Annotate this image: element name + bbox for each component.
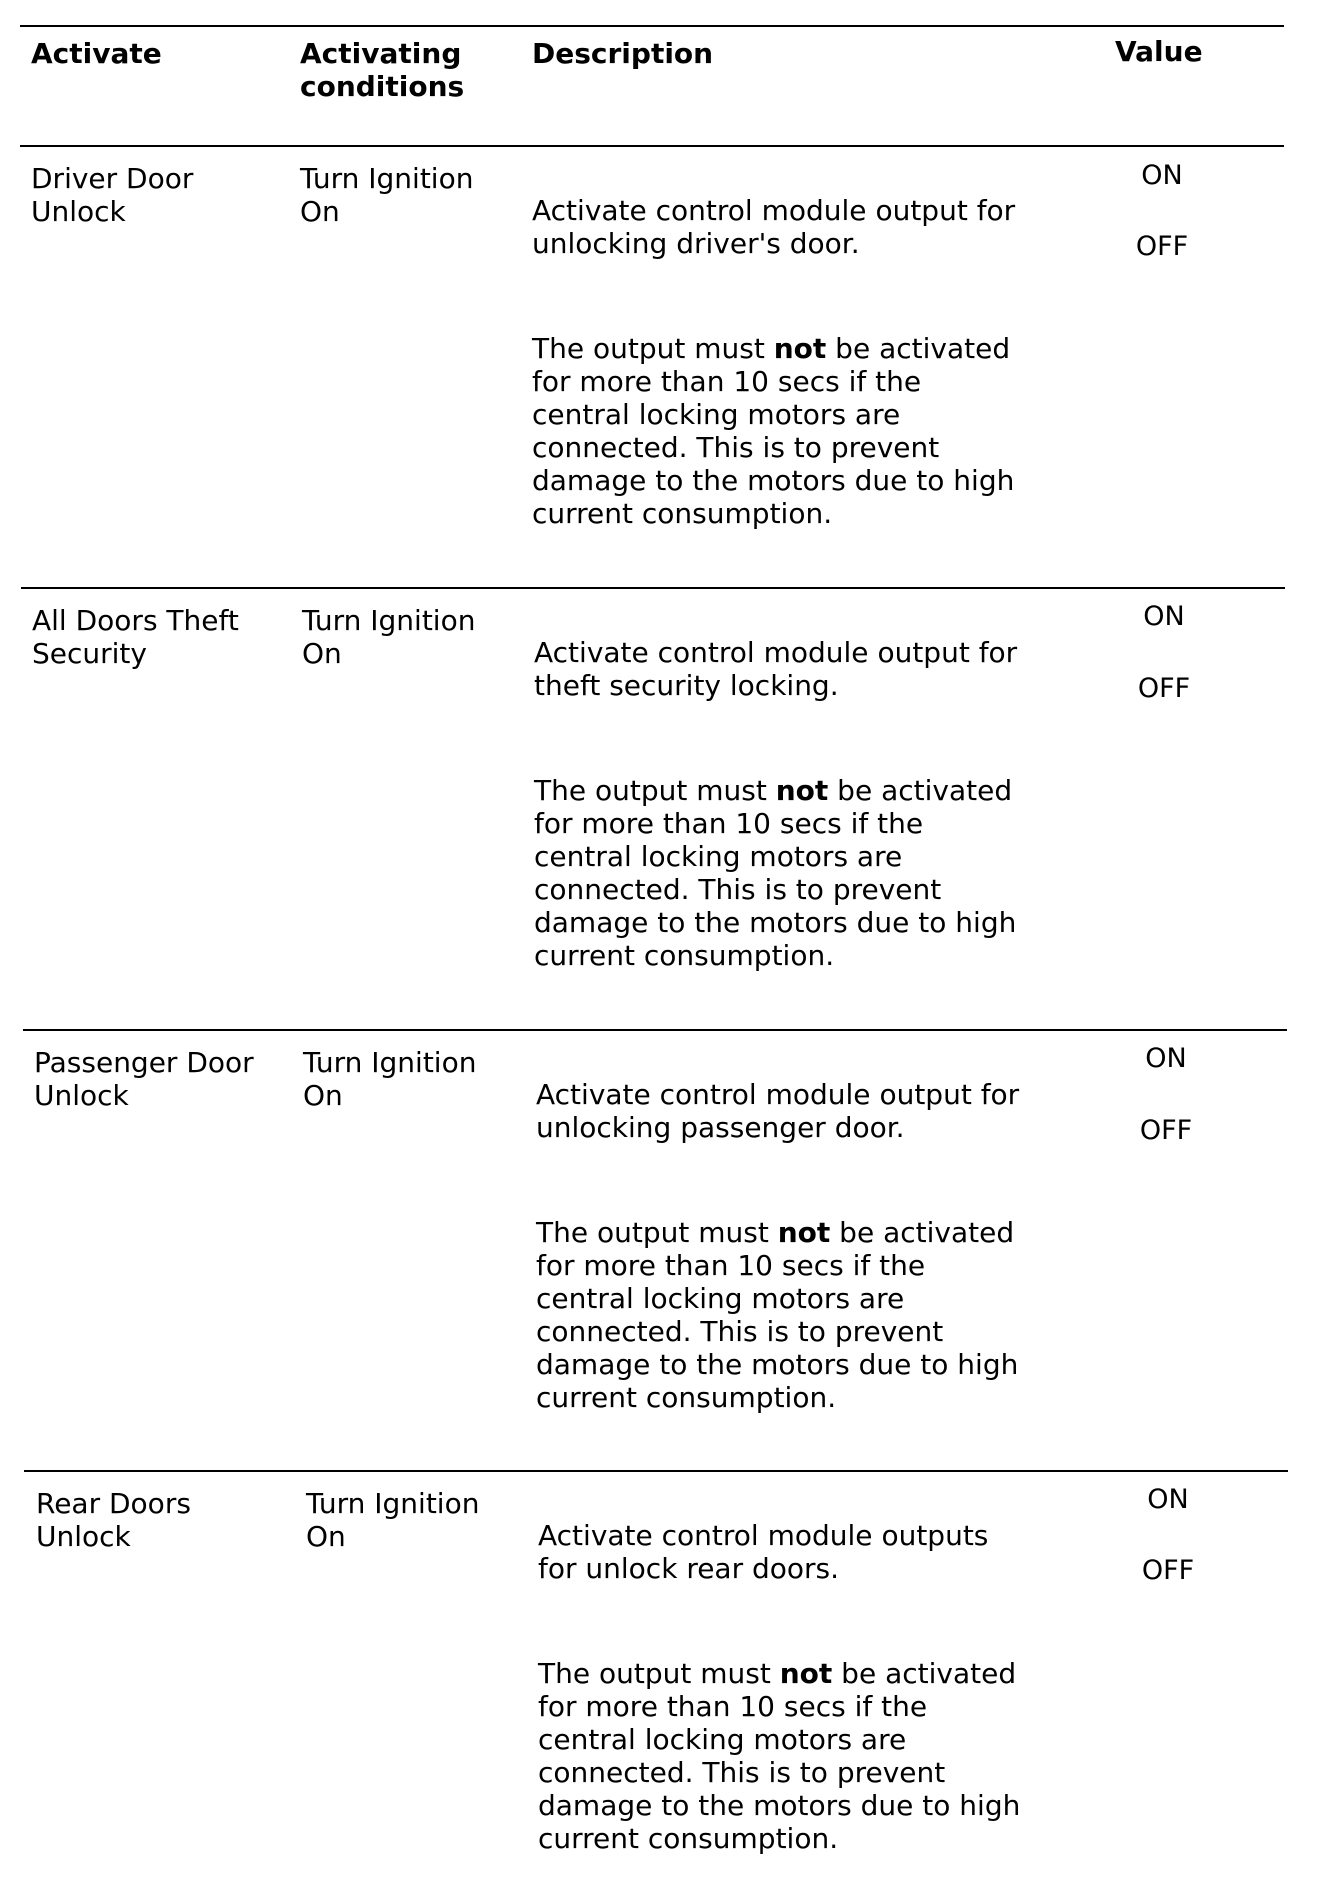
header-activate: Activate	[31, 37, 162, 70]
warning-pre: The output must	[536, 1216, 778, 1249]
warning-text	[532, 332, 1022, 530]
warning-pre: The output must	[532, 332, 774, 365]
warning-post: be activated for more than 10 secs if the central locking motors are connected. This is to prevent damage to the motors due to high current consumption.	[536, 1216, 1019, 1414]
warning-post: be activated for more than 10 secs if the central locking motors are connected. This is to prevent damage to the motors due to high current consumption.	[532, 332, 1015, 530]
warning-emphasis: not	[773, 332, 827, 365]
conditions-cell: Turn Ignition On	[303, 1046, 477, 1112]
activate-cell: Passenger Door Unlock	[34, 1046, 254, 1112]
warning-pre: The output must	[538, 1657, 780, 1690]
description-text: Activate control module outputs for unlock rear doors.	[538, 1519, 989, 1585]
conditions-cell: Turn Ignition On	[300, 162, 474, 228]
description-text: Activate control module output for unlocking driver's door.	[532, 194, 1016, 260]
warning-text	[534, 774, 1024, 972]
warning-text	[536, 1216, 1026, 1414]
value-on: ON	[1141, 160, 1183, 191]
value-off: OFF	[1137, 673, 1191, 704]
description-text: Activate control module output for unlocking passenger door.	[536, 1078, 1020, 1144]
value-on: ON	[1145, 1043, 1187, 1074]
activate-cell: Rear Doors Unlock	[36, 1487, 191, 1553]
description-cell	[532, 161, 1022, 563]
header-value: Value	[1115, 35, 1203, 68]
warning-emphasis: not	[779, 1657, 833, 1690]
header-description: Description	[532, 37, 714, 70]
description-cell	[534, 603, 1024, 1005]
activate-cell: All Doors Theft Security	[32, 604, 239, 670]
row-rule	[24, 1470, 1288, 1472]
description-text: Activate control module output for theft security locking.	[534, 636, 1018, 702]
activate-cell: Driver Door Unlock	[31, 162, 194, 228]
description-cell	[538, 1486, 1028, 1888]
description-cell	[536, 1045, 1026, 1447]
value-on: ON	[1143, 601, 1185, 632]
row-rule	[20, 145, 1284, 147]
value-off: OFF	[1141, 1555, 1195, 1586]
warning-post: be activated for more than 10 secs if the central locking motors are connected. This is to prevent damage to the motors due to high current consumption.	[538, 1657, 1021, 1855]
value-on: ON	[1147, 1484, 1189, 1515]
value-off: OFF	[1135, 231, 1189, 262]
conditions-cell: Turn Ignition On	[302, 604, 476, 670]
warning-emphasis: not	[777, 1216, 831, 1249]
header-activating-conditions: Activating conditions	[300, 37, 465, 103]
warning-emphasis: not	[775, 774, 829, 807]
row-rule	[23, 1029, 1287, 1031]
value-off: OFF	[1139, 1115, 1193, 1146]
warning-text	[538, 1657, 1028, 1855]
warning-pre: The output must	[534, 774, 776, 807]
conditions-cell: Turn Ignition On	[306, 1487, 480, 1553]
row-rule	[21, 587, 1285, 589]
table-top-rule	[20, 25, 1284, 27]
warning-post: be activated for more than 10 secs if the central locking motors are connected. This is to prevent damage to the motors due to high current consumption.	[534, 774, 1017, 972]
